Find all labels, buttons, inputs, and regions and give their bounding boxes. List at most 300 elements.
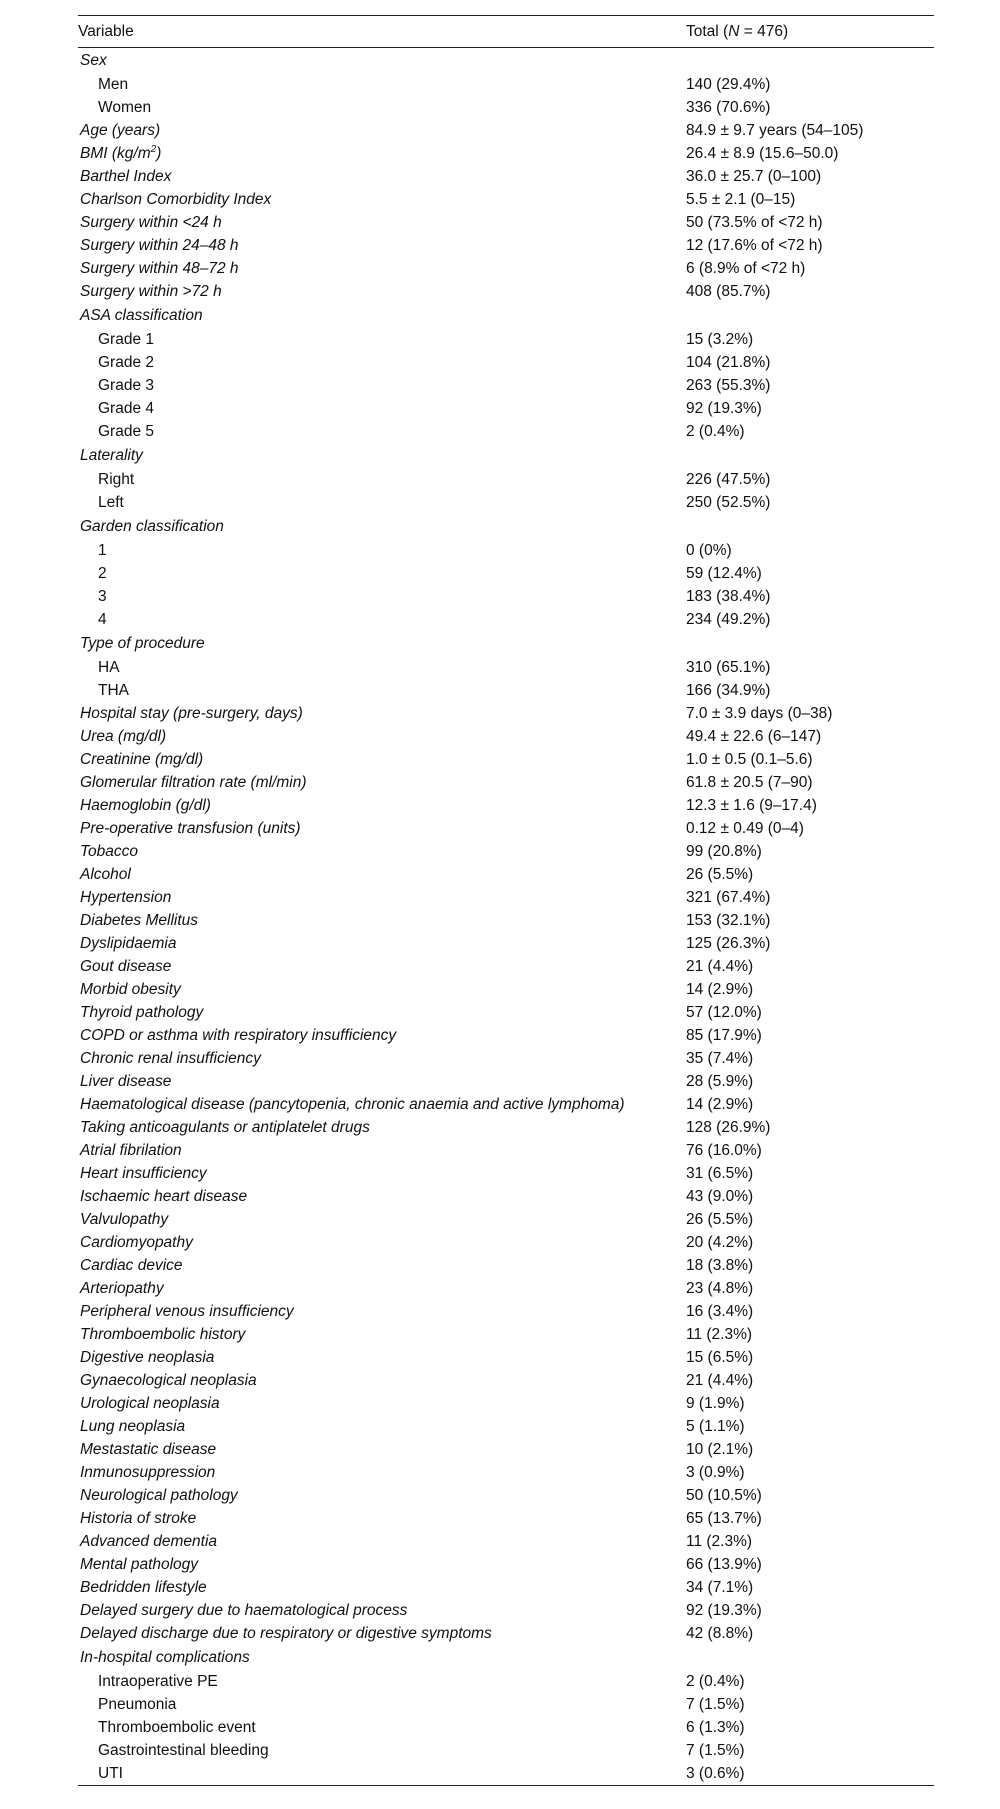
table-row: [78, 1670, 934, 1693]
table-row: [78, 119, 934, 142]
row-value: 3 (0.6%): [686, 1765, 745, 1782]
row-value: 35 (7.4%): [686, 1050, 754, 1067]
table-row: [78, 817, 934, 840]
row-value: 18 (3.8%): [686, 1257, 754, 1274]
row-label: [78, 817, 686, 840]
row-label: [78, 656, 686, 679]
row-label: [78, 397, 686, 420]
row-label-text: Morbid obesity: [80, 981, 181, 998]
section-label: [78, 631, 686, 656]
row-label: [78, 679, 686, 702]
table-row: [78, 1762, 934, 1785]
row-label: [78, 978, 686, 1001]
row-label: [78, 1024, 686, 1047]
table-row: [78, 1438, 934, 1461]
row-label: [78, 1070, 686, 1093]
row-value: 321 (67.4%): [686, 889, 771, 906]
row-value: 5 (1.1%): [686, 1418, 745, 1435]
row-label-text: Cardiac device: [80, 1257, 183, 1274]
row-label-text: 4: [98, 611, 107, 628]
table-row: [78, 1576, 934, 1599]
row-label: [78, 1670, 686, 1693]
row-value: 21 (4.4%): [686, 958, 754, 975]
row-value: 66 (13.9%): [686, 1556, 762, 1573]
row-label-suffix: ): [156, 145, 162, 162]
section-label: [78, 514, 686, 539]
row-value: 65 (13.7%): [686, 1510, 762, 1527]
row-label-text: Sex: [80, 52, 107, 69]
table-row: [78, 1622, 934, 1645]
row-label-text: Haemoglobin (g/dl): [80, 797, 211, 814]
row-label-text: Peripheral venous insufficiency: [80, 1303, 294, 1320]
section-row: [78, 443, 934, 468]
row-value: 26.4 ± 8.9 (15.6–50.0): [686, 145, 839, 162]
row-label-text: Glomerular filtration rate (ml/min): [80, 774, 307, 791]
row-label-text: Valvulopathy: [80, 1211, 169, 1228]
table-row: [78, 1369, 934, 1392]
table-row: [78, 1254, 934, 1277]
section-row: [78, 514, 934, 539]
row-value: 183 (38.4%): [686, 588, 771, 605]
data-table: [78, 16, 934, 1785]
row-value: 2 (0.4%): [686, 423, 745, 440]
table-row: [78, 142, 934, 165]
table-row: [78, 1346, 934, 1369]
row-value: 36.0 ± 25.7 (0–100): [686, 168, 822, 185]
table-row: [78, 420, 934, 443]
row-label: [78, 909, 686, 932]
row-value: 0.12 ± 0.49 (0–4): [686, 820, 804, 837]
row-value: 14 (2.9%): [686, 981, 754, 998]
table-body: [78, 48, 934, 1786]
row-label: [78, 188, 686, 211]
row-value: 234 (49.2%): [686, 611, 771, 628]
row-label-text: Left: [98, 494, 124, 511]
row-label-text: Gout disease: [80, 958, 172, 975]
row-label-text: Surgery within 48–72 h: [80, 260, 239, 277]
row-label-text: Surgery within >72 h: [80, 283, 222, 300]
row-label: [78, 1162, 686, 1185]
table-row: [78, 1231, 934, 1254]
row-label: [78, 73, 686, 96]
row-label-text: In-hospital complications: [80, 1649, 250, 1666]
row-value: 16 (3.4%): [686, 1303, 754, 1320]
row-label-text: Grade 1: [98, 331, 155, 348]
row-label-text: Grade 4: [98, 400, 155, 417]
table-row: [78, 1323, 934, 1346]
table-row: [78, 374, 934, 397]
row-label: [78, 1001, 686, 1024]
row-label-text: Mestastatic disease: [80, 1441, 217, 1458]
table-row: [78, 468, 934, 491]
table-row: [78, 679, 934, 702]
row-value: 1.0 ± 0.5 (0.1–5.6): [686, 751, 813, 768]
row-label: [78, 1507, 686, 1530]
row-label: [78, 585, 686, 608]
row-value: 50 (73.5% of <72 h): [686, 214, 823, 231]
row-label-text: Gynaecological neoplasia: [80, 1372, 257, 1389]
row-value: 104 (21.8%): [686, 354, 771, 371]
table-row: [78, 1024, 934, 1047]
row-value: 28 (5.9%): [686, 1073, 754, 1090]
row-value: 6 (8.9% of <72 h): [686, 260, 806, 277]
row-label-text: Advanced dementia: [80, 1533, 218, 1550]
row-label-text: ASA classification: [80, 307, 203, 324]
row-label-text: Liver disease: [80, 1073, 172, 1090]
row-label-text: Right: [98, 471, 135, 488]
section-row: [78, 1645, 934, 1670]
row-label: [78, 1369, 686, 1392]
row-label: [78, 280, 686, 303]
row-value: 11 (2.3%): [686, 1533, 753, 1550]
row-label-text: 2: [98, 565, 107, 582]
table-row: [78, 491, 934, 514]
row-label: [78, 702, 686, 725]
row-label-text: Garden classification: [80, 518, 224, 535]
table-header: [78, 16, 934, 48]
row-label-text: Cardiomyopathy: [80, 1234, 193, 1251]
row-label-text: Diabetes Mellitus: [80, 912, 199, 929]
row-label-text: Pre-operative transfusion (units): [80, 820, 301, 837]
row-label-text: Digestive neoplasia: [80, 1349, 215, 1366]
row-value: 3 (0.9%): [686, 1464, 745, 1481]
table-row: [78, 656, 934, 679]
row-label-text: Gastrointestinal bleeding: [98, 1742, 269, 1759]
row-value: 0 (0%): [686, 542, 732, 559]
row-value: 42 (8.8%): [686, 1625, 754, 1642]
row-value: [686, 48, 934, 74]
table-row: [78, 188, 934, 211]
row-value: 128 (26.9%): [686, 1119, 771, 1136]
row-label-text: Historia of stroke: [80, 1510, 197, 1527]
section-label: [78, 443, 686, 468]
table-row: [78, 1277, 934, 1300]
row-label: [78, 1277, 686, 1300]
row-label-text: Women: [98, 99, 152, 116]
row-value: 250 (52.5%): [686, 494, 771, 511]
row-label: [78, 142, 686, 165]
row-label-text: COPD or asthma with respiratory insufficiency: [80, 1027, 397, 1044]
row-label-text: BMI (kg/m: [80, 145, 151, 162]
table-row: [78, 1185, 934, 1208]
row-label: [78, 725, 686, 748]
header-variable: Variable: [78, 23, 134, 40]
row-value: 59 (12.4%): [686, 565, 762, 582]
row-label-text: Inmunosuppression: [80, 1464, 216, 1481]
table-bottom-rule: [78, 1785, 934, 1786]
row-label: [78, 328, 686, 351]
row-value: 23 (4.8%): [686, 1280, 754, 1297]
table-row: [78, 1530, 934, 1553]
table-row: [78, 1208, 934, 1231]
row-label: [78, 420, 686, 443]
row-label-text: Chronic renal insufficiency: [80, 1050, 261, 1067]
row-label: [78, 863, 686, 886]
row-label-text: Urological neoplasia: [80, 1395, 220, 1412]
table-row: [78, 1162, 934, 1185]
row-label: [78, 748, 686, 771]
row-label-text: Hospital stay (pre-surgery, days): [80, 705, 303, 722]
row-value: 26 (5.5%): [686, 1211, 754, 1228]
table-row: [78, 1116, 934, 1139]
table-row: [78, 863, 934, 886]
row-value: 11 (2.3%): [686, 1326, 753, 1343]
row-value: 57 (12.0%): [686, 1004, 762, 1021]
row-label: [78, 211, 686, 234]
row-value: [686, 631, 934, 656]
row-value: 7 (1.5%): [686, 1742, 745, 1759]
row-value: 43 (9.0%): [686, 1188, 754, 1205]
table-row: [78, 1415, 934, 1438]
row-label-text: Age (years): [80, 122, 161, 139]
table-row: [78, 1599, 934, 1622]
row-label-text: UTI: [98, 1765, 123, 1782]
row-label-text: Type of procedure: [80, 635, 205, 652]
table-row: [78, 748, 934, 771]
row-label: [78, 1622, 686, 1645]
row-label: [78, 1047, 686, 1070]
section-label: [78, 303, 686, 328]
header-row: [78, 16, 934, 48]
row-label: [78, 165, 686, 188]
row-label: [78, 1739, 686, 1762]
row-value: 61.8 ± 20.5 (7–90): [686, 774, 813, 791]
row-label: [78, 234, 686, 257]
row-label-text: Dyslipidaemia: [80, 935, 177, 952]
row-label: [78, 491, 686, 514]
row-label-text: Hypertension: [80, 889, 172, 906]
row-value: 34 (7.1%): [686, 1579, 754, 1596]
row-label: [78, 1599, 686, 1622]
row-label: [78, 1254, 686, 1277]
row-label-text: HA: [98, 659, 120, 676]
row-label-text: Haematological disease (pancytopenia, chronic anaemia and active lymphoma): [80, 1096, 625, 1113]
row-label-text: Thromboembolic history: [80, 1326, 246, 1343]
row-value: 10 (2.1%): [686, 1441, 754, 1458]
row-value: 14 (2.9%): [686, 1096, 754, 1113]
table-row: [78, 1507, 934, 1530]
row-label-text: Alcohol: [80, 866, 131, 883]
row-label-text: Barthel Index: [80, 168, 172, 185]
row-label: [78, 608, 686, 631]
header-total-suffix: = 476): [739, 23, 789, 40]
row-label: [78, 932, 686, 955]
row-label: [78, 1438, 686, 1461]
row-label-text: Ischaemic heart disease: [80, 1188, 248, 1205]
row-label: [78, 96, 686, 119]
row-label: [78, 351, 686, 374]
row-label-text: Thromboembolic event: [98, 1719, 256, 1736]
table-row: [78, 1553, 934, 1576]
row-label-text: Grade 3: [98, 377, 155, 394]
row-value: 263 (55.3%): [686, 377, 771, 394]
table-row: [78, 397, 934, 420]
header-total: [686, 16, 934, 48]
table-row: [78, 1716, 934, 1739]
table-row: [78, 1392, 934, 1415]
row-label: [78, 257, 686, 280]
table-row: [78, 1070, 934, 1093]
row-label: [78, 1461, 686, 1484]
table-row: [78, 840, 934, 863]
row-value: 92 (19.3%): [686, 400, 762, 417]
table-row: [78, 1047, 934, 1070]
table-row: [78, 909, 934, 932]
row-value: 336 (70.6%): [686, 99, 771, 116]
table-row: [78, 1739, 934, 1762]
row-label: [78, 562, 686, 585]
row-label-text: Neurological pathology: [80, 1487, 238, 1504]
row-label: [78, 1553, 686, 1576]
row-value: 310 (65.1%): [686, 659, 771, 676]
table-row: [78, 1484, 934, 1507]
row-value: 76 (16.0%): [686, 1142, 762, 1159]
row-label: [78, 1116, 686, 1139]
section-label: [78, 48, 686, 74]
row-label: [78, 1093, 686, 1116]
row-label-text: Delayed surgery due to haematological process: [80, 1602, 408, 1619]
row-label: [78, 1415, 686, 1438]
row-label-text: Tobacco: [80, 843, 139, 860]
header-total-n: N: [728, 23, 740, 40]
section-row: [78, 631, 934, 656]
row-value: [686, 443, 934, 468]
row-value: 21 (4.4%): [686, 1372, 754, 1389]
row-label: [78, 1300, 686, 1323]
row-value: 12.3 ± 1.6 (9–17.4): [686, 797, 817, 814]
table-row: [78, 955, 934, 978]
table-row: [78, 978, 934, 1001]
baseline-characteristics-table: [78, 15, 934, 1786]
table-row: [78, 1093, 934, 1116]
table-row: [78, 562, 934, 585]
row-label: [78, 955, 686, 978]
row-value: 140 (29.4%): [686, 76, 771, 93]
table-row: [78, 1139, 934, 1162]
row-label-text: Surgery within 24–48 h: [80, 237, 239, 254]
row-label: [78, 1716, 686, 1739]
row-label-text: Heart insufficiency: [80, 1165, 207, 1182]
row-label: [78, 1576, 686, 1599]
header-total-prefix: Total (: [686, 23, 729, 40]
row-label-superscript: 2: [150, 144, 157, 155]
table-row: [78, 585, 934, 608]
row-value: 153 (32.1%): [686, 912, 771, 929]
row-value: 9 (1.9%): [686, 1395, 745, 1412]
row-value: 15 (6.5%): [686, 1349, 754, 1366]
table-row: [78, 280, 934, 303]
row-label-text: Bedridden lifestyle: [80, 1579, 207, 1596]
row-value: 85 (17.9%): [686, 1027, 762, 1044]
row-value: 84.9 ± 9.7 years (54–105): [686, 122, 864, 139]
row-label: [78, 374, 686, 397]
table-row: [78, 608, 934, 631]
row-label-text: Grade 5: [98, 423, 155, 440]
row-label-text: Taking anticoagulants or antiplatelet drugs: [80, 1119, 370, 1136]
row-label: [78, 1231, 686, 1254]
row-label-text: Creatinine (mg/dl): [80, 751, 204, 768]
row-value: 2 (0.4%): [686, 1673, 745, 1690]
row-label: [78, 771, 686, 794]
row-label-text: 3: [98, 588, 107, 605]
row-value: 99 (20.8%): [686, 843, 762, 860]
table-row: [78, 96, 934, 119]
row-label: [78, 1392, 686, 1415]
row-value: 15 (3.2%): [686, 331, 754, 348]
table-row: [78, 702, 934, 725]
table-row: [78, 211, 934, 234]
row-label: [78, 886, 686, 909]
row-value: 92 (19.3%): [686, 1602, 762, 1619]
row-label: [78, 1208, 686, 1231]
table-row: [78, 932, 934, 955]
row-value: 26 (5.5%): [686, 866, 754, 883]
table-row: [78, 794, 934, 817]
table-row: [78, 328, 934, 351]
row-label-text: 1: [98, 542, 107, 559]
row-value: 125 (26.3%): [686, 935, 771, 952]
row-value: 7 (1.5%): [686, 1696, 745, 1713]
table-row: [78, 234, 934, 257]
row-label: [78, 1762, 686, 1785]
row-label-text: Charlson Comorbidity Index: [80, 191, 272, 208]
row-value: 166 (34.9%): [686, 682, 771, 699]
section-row: [78, 48, 934, 74]
row-label-text: Lung neoplasia: [80, 1418, 186, 1435]
row-value: [686, 1645, 934, 1670]
row-label-text: Intraoperative PE: [98, 1673, 218, 1690]
row-label-text: Urea (mg/dl): [80, 728, 167, 745]
table-row: [78, 771, 934, 794]
table-row: [78, 539, 934, 562]
row-label-text: THA: [98, 682, 129, 699]
section-row: [78, 303, 934, 328]
row-value: 31 (6.5%): [686, 1165, 754, 1182]
section-label: [78, 1645, 686, 1670]
row-value: 49.4 ± 22.6 (6–147): [686, 728, 822, 745]
row-label-text: Pneumonia: [98, 1696, 177, 1713]
row-label: [78, 1693, 686, 1716]
row-label: [78, 1484, 686, 1507]
table-row: [78, 165, 934, 188]
row-label: [78, 119, 686, 142]
table-row: [78, 257, 934, 280]
row-value: 5.5 ± 2.1 (0–15): [686, 191, 796, 208]
table-row: [78, 73, 934, 96]
row-value: 50 (10.5%): [686, 1487, 762, 1504]
row-label-text: Surgery within <24 h: [80, 214, 222, 231]
row-label-text: Thyroid pathology: [80, 1004, 204, 1021]
row-value: 6 (1.3%): [686, 1719, 745, 1736]
table-row: [78, 351, 934, 374]
row-label: [78, 1530, 686, 1553]
table-row: [78, 1300, 934, 1323]
table-row: [78, 1001, 934, 1024]
row-label: [78, 840, 686, 863]
row-label: [78, 1346, 686, 1369]
row-label-text: Delayed discharge due to respiratory or digestive symptoms: [80, 1625, 492, 1642]
row-label-text: Arteriopathy: [80, 1280, 164, 1297]
row-label: [78, 539, 686, 562]
row-label-text: Mental pathology: [80, 1556, 199, 1573]
row-label-text: Men: [98, 76, 129, 93]
row-label: [78, 794, 686, 817]
row-value: 7.0 ± 3.9 days (0–38): [686, 705, 833, 722]
row-value: 226 (47.5%): [686, 471, 771, 488]
table-row: [78, 1461, 934, 1484]
row-label: [78, 1323, 686, 1346]
row-label-text: Grade 2: [98, 354, 155, 371]
